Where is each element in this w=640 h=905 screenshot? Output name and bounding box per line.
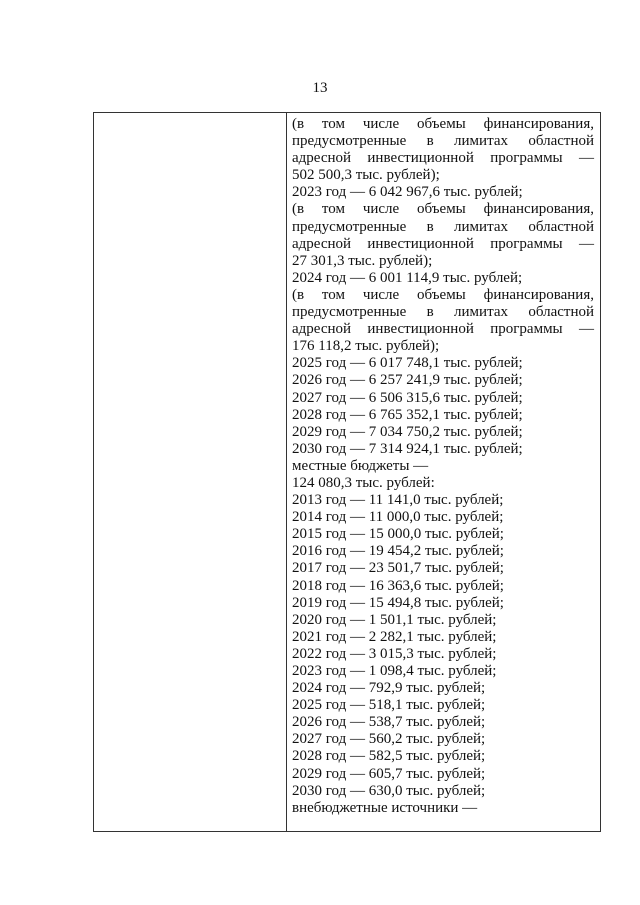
year-line: 2027 год — 6 506 315,6 тыс. рублей;: [292, 389, 523, 406]
word: предусмотренные: [292, 304, 407, 321]
year-line: 2028 год — 6 765 352,1 тыс. рублей;: [292, 406, 523, 423]
word: числе: [362, 116, 400, 132]
justified-line: [292, 150, 594, 167]
year-line: 2026 год — 6 257 241,9 тыс. рублей;: [292, 372, 523, 389]
year-line: 2023 год — 6 042 967,6 тыс. рублей;: [292, 184, 523, 201]
word: в: [426, 218, 434, 235]
table-left-cell: [94, 113, 286, 831]
word: (в: [292, 201, 305, 218]
year-line: 2030 год — 630,0 тыс. рублей;: [292, 782, 486, 799]
justified-line: [292, 304, 594, 321]
word: финансирования,: [483, 201, 594, 218]
word: том: [321, 201, 345, 218]
year-line: 2030 год — 7 314 924,1 тыс. рублей;: [292, 440, 523, 457]
column-divider: [286, 113, 287, 831]
word: областной: [528, 304, 594, 321]
table-right-cell: [292, 116, 594, 817]
word: инвестиционной: [367, 321, 474, 338]
section-total: 124 080,3 тыс. рублей:: [292, 474, 435, 491]
word: программы: [490, 235, 563, 252]
word: том: [321, 286, 345, 303]
justified-line: [292, 116, 594, 133]
year-line: 2018 год — 16 363,6 тыс. рублей;: [292, 577, 504, 594]
justified-line: [292, 236, 594, 253]
year-line: 2025 год — 518,1 тыс. рублей;: [292, 697, 486, 714]
year-line: 2019 год — 15 494,8 тыс. рублей;: [292, 594, 504, 611]
word: том: [321, 116, 345, 132]
section-heading: внебюджетные источники —: [292, 799, 478, 816]
word: числе: [362, 286, 400, 303]
year-line: 2023 год — 1 098,4 тыс. рублей;: [292, 663, 497, 679]
word: в: [426, 304, 434, 321]
year-line: 2027 год — 560,2 тыс. рублей;: [292, 731, 486, 748]
word: в: [426, 133, 434, 150]
word: инвестиционной: [367, 150, 474, 167]
word: предусмотренные: [292, 218, 407, 235]
word: объемы: [417, 201, 466, 218]
year-line: 2028 год — 582,5 тыс. рублей;: [292, 748, 486, 765]
word: лимитах: [454, 304, 508, 321]
year-line: 2015 год — 15 000,0 тыс. рублей;: [292, 526, 504, 543]
year-line: 2020 год — 1 501,1 тыс. рублей;: [292, 611, 497, 628]
word: —: [579, 235, 594, 252]
year-line: 2026 год — 538,7 тыс. рублей;: [292, 714, 486, 731]
justified-line: [292, 133, 594, 150]
word: лимитах: [454, 218, 508, 235]
word: адресной: [292, 235, 352, 252]
year-line: 2017 год — 23 501,7 тыс. рублей;: [292, 560, 504, 577]
year-line: 2024 год — 792,9 тыс. рублей;: [292, 680, 486, 697]
word: (в: [292, 286, 305, 303]
justified-line: [292, 201, 594, 218]
word: объемы: [417, 286, 466, 303]
page-number: 13: [312, 80, 328, 96]
word: —: [579, 321, 594, 338]
text-line: 27 301,3 тыс. рублей);: [292, 252, 433, 269]
year-line: 2021 год — 2 282,1 тыс. рублей;: [292, 628, 497, 645]
justified-line: [292, 287, 594, 304]
text-line: 502 500,3 тыс. рублей);: [292, 167, 440, 184]
word: лимитах: [454, 133, 508, 150]
word: объемы: [417, 116, 466, 132]
word: предусмотренные: [292, 133, 407, 150]
year-line: 2029 год — 7 034 750,2 тыс. рублей;: [292, 423, 523, 440]
year-line: 2014 год — 11 000,0 тыс. рублей;: [292, 509, 504, 526]
year-line: 2013 год — 11 141,0 тыс. рублей;: [292, 492, 504, 509]
word: (в: [292, 116, 305, 132]
word: адресной: [292, 150, 352, 167]
word: числе: [362, 201, 400, 218]
word: областной: [528, 218, 594, 235]
financing-table: [93, 112, 601, 832]
section-heading: местные бюджеты —: [292, 457, 429, 474]
year-line: 2025 год — 6 017 748,1 тыс. рублей;: [292, 355, 523, 372]
justified-line: [292, 219, 594, 236]
year-line: 2016 год — 19 454,2 тыс. рублей;: [292, 543, 504, 560]
word: областной: [528, 133, 594, 150]
word: финансирования,: [483, 286, 594, 303]
year-line: 2024 год — 6 001 114,9 тыс. рублей;: [292, 269, 523, 286]
justified-line: [292, 321, 594, 338]
year-line: 2029 год — 605,7 тыс. рублей;: [292, 765, 486, 782]
word: —: [579, 150, 594, 167]
year-line: 2022 год — 3 015,3 тыс. рублей;: [292, 645, 497, 662]
word: программы: [490, 321, 563, 338]
word: программы: [490, 150, 563, 167]
word: адресной: [292, 321, 352, 338]
word: финансирования,: [483, 116, 594, 132]
text-line: 176 118,2 тыс. рублей);: [292, 338, 440, 355]
word: инвестиционной: [367, 235, 474, 252]
